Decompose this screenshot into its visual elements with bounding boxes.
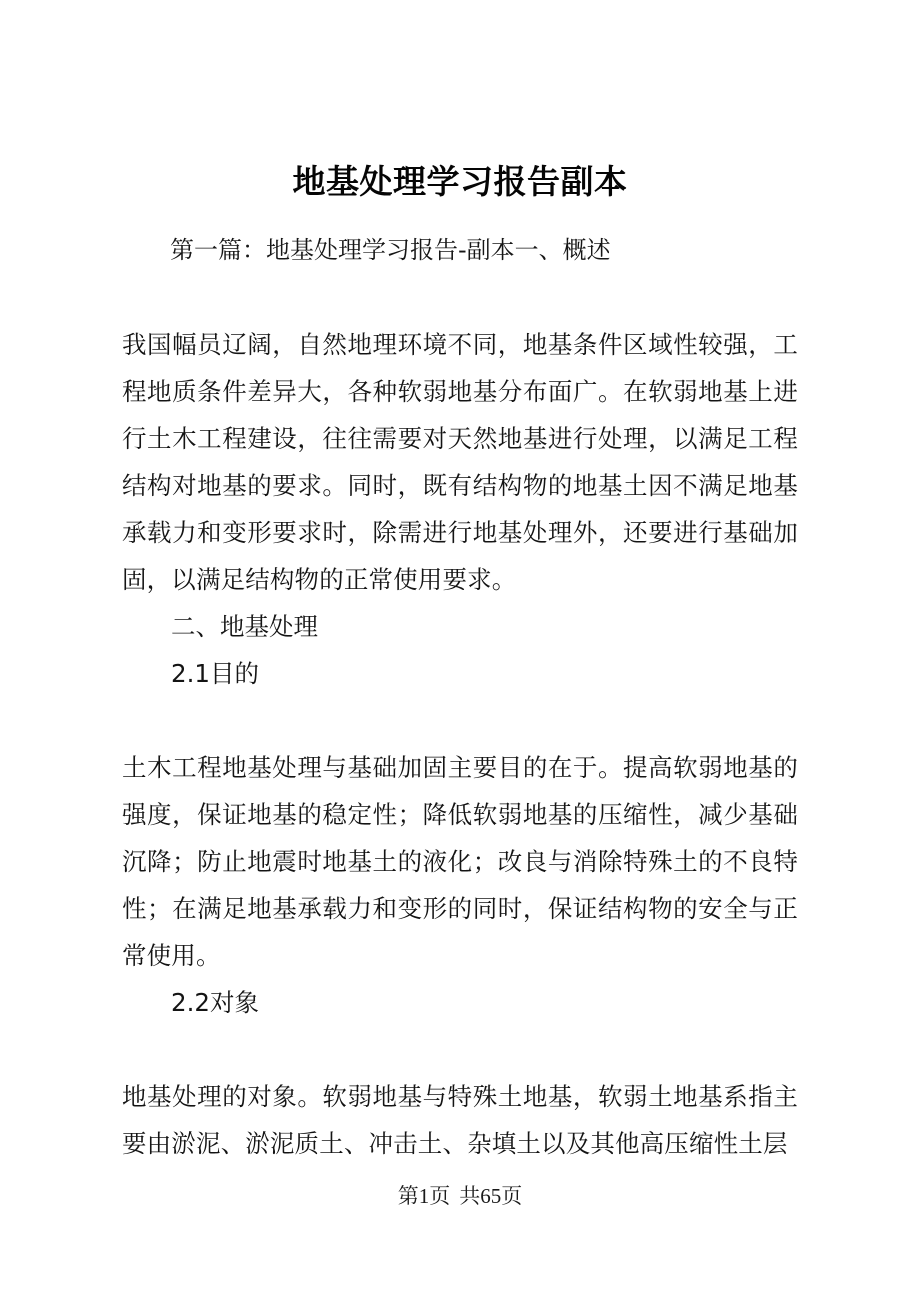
paragraph-object: 地基处理的对象。软弱地基与特殊土地基，软弱土地基系指主要由淤泥、淤泥质土、冲击土、杂填土以及其他高压缩性土层 [122,1082,798,1158]
document-content [122,0,798,1167]
paragraph-intro: 我国幅员辽阔，自然地理环境不同，地基条件区域性较强，工程地质条件差异大，各种软弱地基分布面广。在软弱地基上进行土木工程建设，往往需要对天然地基进行处理，以满足工程结构对地基的要求。同时，既有结构物的地基土因不满足地基承载力和变形要求时，除需进行地基处理外，还要进行基础加固，以满足结构物的正常使用要求。 [122,330,798,594]
paragraph-purpose: 土木工程地基处理与基础加固主要目的在于。提高软弱地基的强度，保证地基的稳定性；降低软弱地基的压缩性，减少基础沉降；防止地震时地基土的液化；改良与消除特殊土的不良特性；在满足地基承载力和变形的同时，保证结构物的安全与正常使用。 [122,753,798,970]
page-title: 地基处理学习报告副本 [292,163,628,200]
footer-current-page: 第1页 [397,1184,451,1208]
heading-sub-two-two: 2.2对象 [171,988,259,1017]
page-footer [0,1183,920,1209]
footer-total-pages: 共65页 [459,1184,523,1208]
heading-sub-two-one: 2.1目的 [171,659,259,688]
document-subtitle: 第一篇：地基处理学习报告-副本一、概述 [170,236,611,264]
heading-section-two: 二、地基处理 [171,612,318,641]
